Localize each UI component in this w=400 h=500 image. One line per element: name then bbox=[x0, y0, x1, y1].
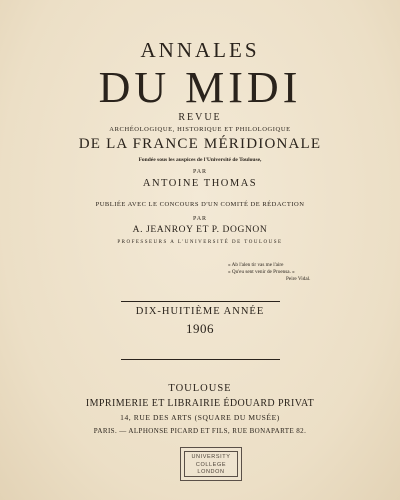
directors-names: A. JEANROY ET P. DOGNON bbox=[132, 225, 268, 235]
revue-label: REVUE bbox=[178, 112, 222, 123]
divider-top bbox=[121, 301, 280, 302]
library-stamp bbox=[180, 447, 242, 481]
paris-distributor: PARIS. — ALPHONSE PICARD ET FILS, RUE BONAPARTE 82. bbox=[93, 427, 307, 435]
publisher-address: 14, RUE DES ARTS (SQUARE DU MUSÉE) bbox=[120, 413, 280, 422]
epigraph-author: Peire Vidal. bbox=[286, 276, 311, 283]
publisher-name: IMPRIMERIE ET LIBRAIRIE ÉDOUARD PRIVAT bbox=[85, 398, 315, 409]
volume-year-label: DIX-HUITIÈME ANNÉE bbox=[135, 306, 265, 317]
divider-bottom bbox=[121, 359, 280, 360]
subtitle: ARCHÉOLOGIQUE, HISTORIQUE ET PHILOLOGIQUE bbox=[109, 126, 291, 133]
library-stamp-inner bbox=[184, 451, 238, 477]
stamp-line: LONDON bbox=[197, 469, 225, 475]
epigraph bbox=[228, 262, 338, 284]
par-label: PAR bbox=[192, 169, 208, 175]
region-title: DE LA FRANCE MÉRIDIONALE bbox=[78, 136, 322, 152]
par-label-2: PAR bbox=[192, 216, 208, 222]
publication-year: 1906 bbox=[186, 321, 214, 336]
founded-note: Fondée sous les auspices de l'Université de Toulouse, bbox=[138, 157, 262, 163]
epigraph-line: « Qu'eu sent venir de Proensa. » bbox=[228, 269, 295, 276]
title-annales: ANNALES bbox=[140, 38, 260, 62]
committee-note: PUBLIÉE AVEC LE CONCOURS D'UN COMITÉ DE RÉDACTION bbox=[95, 201, 305, 208]
professors-note: PROFESSEURS A L'UNIVERSITÉ DE TOULOUSE bbox=[117, 240, 283, 245]
stamp-line: UNIVERSITY bbox=[191, 454, 231, 460]
title-du-midi: DU MIDI bbox=[98, 63, 302, 112]
stamp-line: COLLEGE bbox=[195, 461, 227, 468]
publisher-city: TOULOUSE bbox=[168, 383, 232, 394]
editor-name: ANTOINE THOMAS bbox=[142, 178, 258, 189]
epigraph-line: « Ab l'alen tir vas me l'aire bbox=[228, 262, 284, 268]
